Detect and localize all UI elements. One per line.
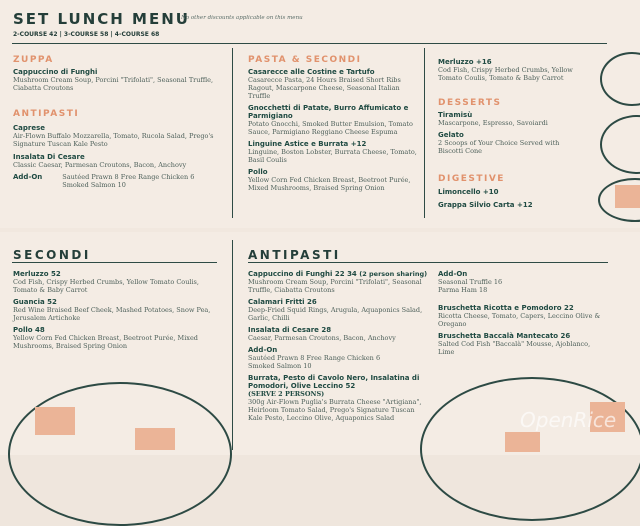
grappa-title: Grappa Silvio Carta xyxy=(438,201,515,209)
addon-bottom-chicken-price: 6 xyxy=(375,354,381,362)
bruschetta-baccala-desc: Salted Cod Fish "Baccalà" Mousse, Ajoblanco, Lime xyxy=(438,340,591,356)
zuppa-heading: ZUPPA xyxy=(13,55,54,65)
cesare-bottom-title: Insalata di Cesare xyxy=(248,326,319,334)
merluzzo-price: +16 xyxy=(475,58,492,66)
addon-parma-price: 18 xyxy=(478,286,488,294)
cesare-bottom-desc: Caesar, Parmesan Croutons, Bacon, Anchovy xyxy=(248,334,396,342)
bruschetta-ricotta-price: 22 xyxy=(564,304,574,312)
burrata-share: (SERVE 2 PERSONS) xyxy=(248,390,325,398)
secondi-pollo-price: 48 xyxy=(35,326,45,334)
secondi-merluzzo-price: 52 xyxy=(50,270,61,278)
secondi-heading: SECONDI xyxy=(13,248,91,262)
zuppa-item-desc: Mushroom Cream Soup, Porcini "Trifolati", Seasonal Truffle, Ciabatta Croutons xyxy=(13,76,214,92)
antipasti-divider xyxy=(248,262,608,263)
secondi-pollo-title: Pollo xyxy=(13,326,33,334)
guancia-title: Guancia xyxy=(13,298,45,306)
bruschetta-baccala-price: 26 xyxy=(560,332,571,340)
burrata-title: Burrata, Pesto di Cavolo Nero, Insalatina di Pomodori, Olive Leccino xyxy=(248,374,420,390)
merluzzo-desc: Cod Fish, Crispy Herbed Crumbs, Yellow Tomato Coulis, Tomato & Baby Carrot xyxy=(438,66,573,82)
cappuccino-share: (2 person sharing) xyxy=(359,270,428,278)
grappa-price: +12 xyxy=(516,201,533,209)
bruschetta-ricotta-desc: Ricotta Cheese, Tomato, Capers, Leccino Olive & Oregano xyxy=(438,312,601,328)
header-divider xyxy=(12,43,607,44)
discount-note: No other discounts applicable on this menu xyxy=(181,15,303,21)
top-divider-2 xyxy=(424,48,425,218)
tiramisu-desc: Mascarpone, Espresso, Savoiardi xyxy=(438,119,548,127)
addon-bottom-chicken: Free Range Chicken xyxy=(306,354,374,362)
decor-circle-bottom-left xyxy=(8,382,232,526)
caprese-desc: Air-Flown Buffalo Mozzarella, Tomato, Rucola Salad, Prego's Signature Tuscan Kale Pesto xyxy=(13,132,214,148)
linguine-desc: Linguine, Boston Lobster, Burrata Cheese, Tomato, Basil Coulis xyxy=(248,148,417,164)
secondi-merluzzo-title: Merluzzo xyxy=(13,270,49,278)
secondi-pollo-desc: Yellow Corn Fed Chicken Breast, Beetroot Purée, Mixed Mushrooms, Braised Spring Onion xyxy=(13,334,198,350)
zuppa-item-title: Cappuccino di Funghi xyxy=(13,68,98,76)
gnocchetti-desc: Potato Gnocchi, Smoked Butter Emulsion, Tomato Sauce, Parmigiano Reggiano Cheese Espuma xyxy=(248,120,413,136)
casarecce-title: Casarecce alle Costine e Tartufo xyxy=(248,68,375,76)
addon-truffle: Seasonal Truffle xyxy=(438,278,492,286)
antipasti-bottom-heading: ANTIPASTI xyxy=(248,248,341,262)
pollo-desc: Yellow Corn Fed Chicken Breast, Beetroot Purée, Mixed Mushrooms, Braised Spring Onion xyxy=(248,176,411,192)
addon-chicken: Free Range Chicken xyxy=(120,173,189,181)
bruschetta-baccala-title: Bruschetta Baccalà Mantecato xyxy=(438,332,559,340)
burrata-desc: 300g Air-Flown Puglia's Burrata Cheese "Artigiana", Heirloom Tomato Salad, Prego's Signature Tuscan Kale Pesto, Leccino Olive, Aquaponics Salad xyxy=(248,398,422,422)
addon-prawn: Sautéed Prawn xyxy=(62,173,113,181)
addon-salmon-price: 10 xyxy=(117,181,126,189)
decor-peach-block xyxy=(615,185,640,208)
decor-arc-top xyxy=(600,52,640,106)
addon-bottom-prawn: Sautéed Prawn xyxy=(248,354,299,362)
addon-salmon: Smoked Salmon xyxy=(62,181,116,189)
calamari-title: Calamari Fritti xyxy=(248,298,305,306)
pasta-heading: PASTA & SECONDI xyxy=(248,55,362,65)
top-menu-panel xyxy=(0,0,640,228)
cesare-bottom-price: 28 xyxy=(321,326,332,334)
caprese-title: Caprese xyxy=(13,124,45,132)
addon-truffle-price: 16 xyxy=(493,278,503,286)
casarecce-desc: Casarecce Pasta, 24 Hours Braised Short Ribs Ragout, Mascarpone Cheese, Seasonal Italian Truffle xyxy=(248,76,401,100)
decor-peach-right-2 xyxy=(505,432,540,452)
cappuccino-title: Cappuccino di Funghi xyxy=(248,270,333,278)
calamari-desc: Deep-Fried Squid Rings, Arugula, Aquaponics Salad, Garlic, Chilli xyxy=(248,306,423,322)
decor-peach-mid xyxy=(135,428,175,450)
cappuccino-price: 22 xyxy=(334,270,345,278)
bottom-divider xyxy=(232,240,233,450)
linguine-title: Linguine Astice e Burrata xyxy=(248,140,349,148)
bottom-menu-panel xyxy=(0,232,640,455)
cesare-title: Insalata Di Cesare xyxy=(13,153,85,161)
limoncello-price: +10 xyxy=(482,188,499,196)
addon-bottom-heading: Add-On xyxy=(248,346,278,354)
guancia-price: 52 xyxy=(47,298,57,306)
bruschetta-ricotta-title: Bruschetta Ricotta e Pomodoro xyxy=(438,304,562,312)
merluzzo-title: Merluzzo xyxy=(438,58,474,66)
secondi-divider xyxy=(12,262,217,263)
digestive-heading: DIGESTIVE xyxy=(438,174,505,184)
addon-heading: Add-On xyxy=(13,173,43,181)
top-divider-1 xyxy=(232,48,233,218)
burrata-price: 52 xyxy=(345,382,356,390)
course-prices: 2-COURSE 42 | 3-COURSE 58 | 4-COURSE 68 xyxy=(13,31,160,38)
addon-bottom-prawn-price: 8 xyxy=(300,354,305,362)
secondi-merluzzo-desc: Cod Fish, Crispy Herbed Crumbs, Yellow Tomato Coulis, Tomato & Baby Carrot xyxy=(13,278,199,294)
desserts-heading: DESSERTS xyxy=(438,98,502,108)
decor-arc-middle xyxy=(600,115,640,174)
cappuccino-price-2: 34 xyxy=(347,270,357,278)
cesare-desc: Classic Caesar, Parmesan Croutons, Bacon, Anchovy xyxy=(13,161,187,169)
addon-prawn-price: 8 xyxy=(114,173,119,181)
addon-right-heading: Add-On xyxy=(438,270,468,278)
decor-peach-left xyxy=(35,407,75,435)
gnocchetti-title: Gnocchetti di Patate, Burro Affumicato e Parmigiano xyxy=(248,104,409,120)
antipasti-heading: ANTIPASTI xyxy=(13,109,80,119)
linguine-price: +12 xyxy=(350,140,367,148)
addon-chicken-price: 6 xyxy=(190,173,195,181)
addon-bottom-salmon-price: 10 xyxy=(303,362,312,370)
cappuccino-desc: Mushroom Cream Soup, Porcini "Trifolati", Seasonal Truffle, Ciabatta Croutons xyxy=(248,278,422,294)
gelato-title: Gelato xyxy=(438,131,464,139)
tiramisu-title: Tiramisù xyxy=(438,111,473,119)
page-title: SET LUNCH MENU xyxy=(13,10,190,28)
pollo-title: Pollo xyxy=(248,168,268,176)
addon-bottom-salmon: Smoked Salmon xyxy=(248,362,302,370)
guancia-desc: Red Wine Braised Beef Cheek, Mashed Potatoes, Snow Pea, Jerusalem Artichoke xyxy=(13,306,211,322)
calamari-price: 26 xyxy=(307,298,317,306)
addon-parma: Parma Ham xyxy=(438,286,477,294)
limoncello-title: Limoncello xyxy=(438,188,481,196)
gelato-desc: 2 Scoops of Your Choice Served with Biscotti Cone xyxy=(438,139,560,155)
openrice-watermark: OpenRice xyxy=(520,408,617,432)
